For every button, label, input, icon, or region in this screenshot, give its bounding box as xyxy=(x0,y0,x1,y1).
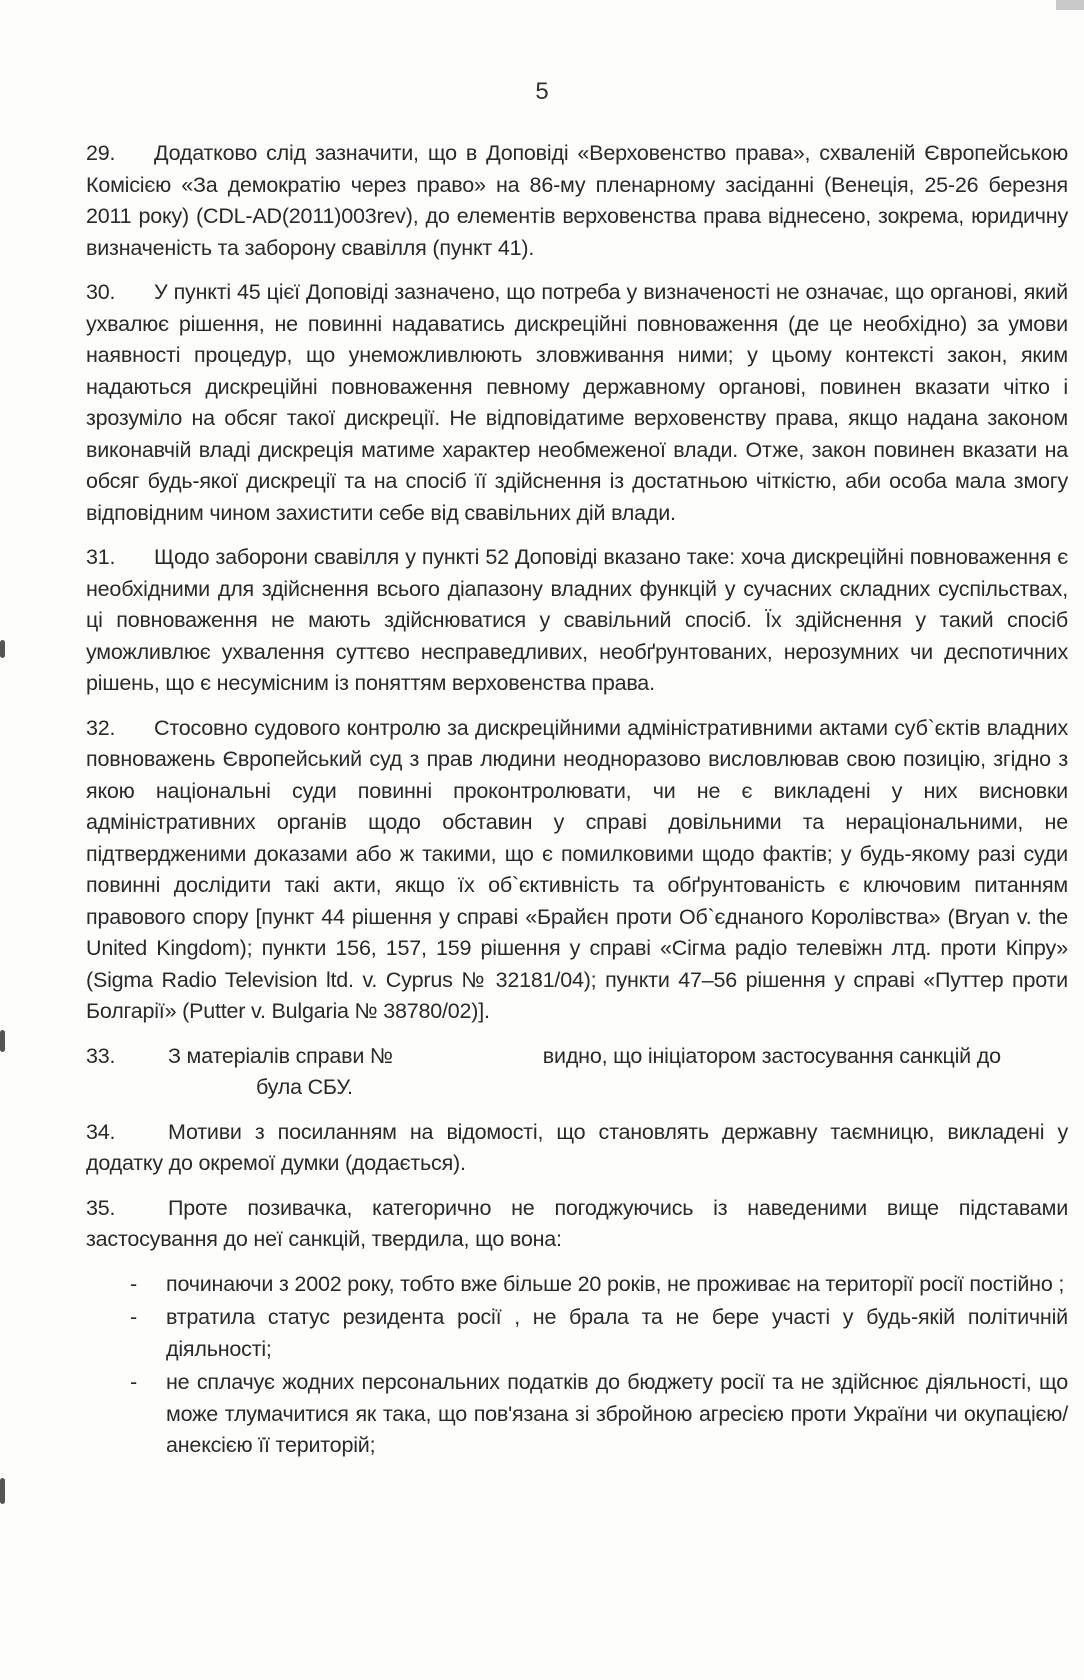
paragraph-34 xyxy=(86,1117,1068,1180)
scan-corner-artifact xyxy=(1056,0,1084,10)
paragraph-number: 29. xyxy=(86,141,116,165)
paragraph-number: 32. xyxy=(86,715,116,740)
paragraph-31 xyxy=(86,542,1068,700)
paragraph-33 xyxy=(86,1041,1068,1104)
list-item xyxy=(86,1302,1068,1365)
paragraph-text-line2: була СБУ. xyxy=(256,1075,353,1099)
bullet-dash: - xyxy=(130,1271,137,1296)
bullet-list xyxy=(86,1269,1068,1462)
paragraph-text: Мотиви з посиланням на відомості, що становлять державну таємницю, викладені у додатку до окремої думки (додається). xyxy=(86,1119,1068,1175)
paragraph-text: Додатково слід зазначити, що в Доповіді «Верховенство права», схваленій Європейською Комісією «За демократію через право» на 86-му пленарному засіданні (Венеція, 25-26 березня 2011 року) (CDL-AD(2011)003rev), до елементів верховенства права віднесено, зокрема, юридичну визначеність та заборону свавілля (пункт 41). xyxy=(86,141,1068,260)
paragraph-35 xyxy=(86,1193,1068,1256)
paragraph-number: 34. xyxy=(86,1119,116,1144)
paragraph-number: 30. xyxy=(86,280,116,304)
page-number: 5 xyxy=(535,78,549,105)
paragraph-number: 33. xyxy=(86,1043,116,1068)
paragraph-number: 31. xyxy=(86,545,116,569)
list-item xyxy=(86,1367,1068,1462)
paragraph-number: 35. xyxy=(86,1195,116,1220)
list-item xyxy=(86,1269,1068,1301)
list-item-text: не сплачує жодних персональних податків до бюджету росії та не здійснює діяльності, що може тлумачитися як така, що пов'язана зі збройною агресією проти України чи окупацією/анексією її територій; xyxy=(166,1370,1068,1457)
paragraph-text: Щодо заборони свавілля у пункті 52 Доповіді вказано таке: хоча дискреційні повноваження є необхідними для здійснення всього діапазону владних функцій у сучасних складних суспільствах, ці повноваження не мають здійснюватися у свавільний спосіб. Їх здійснення у такий спосіб уможливлює ухвалення суттєво несправедливих, необґрунтованих, нерозумних чи деспотичних рішень, що є несумісним із поняттям верховенства права. xyxy=(86,545,1068,695)
list-item-text: починаючи з 2002 року, тобто вже більше 20 років, не проживає на території росії постійно ; xyxy=(166,1271,1065,1296)
binder-mark xyxy=(0,1030,5,1052)
binder-mark xyxy=(0,1478,5,1504)
paragraph-32 xyxy=(86,713,1068,1028)
binder-mark xyxy=(0,640,5,658)
paragraph-text: У пункті 45 цієї Доповіді зазначено, що потреба у визначеності не означає, що органові, який ухвалює рішення, не повинні надаватись дискреційні повноваження (де це необхідно) за умови наявності процедур, що унеможливлюють зловживання ними; у цьому контексті закон, яким надаються дискреційні повноваження певному державному органові, повинен вказати чітко і зрозуміло на обсяг такої дискреції. Не відповідатиме верховенству права, якщо надана законом виконавчій владі дискреція матиме характер необмеженої влади. Отже, закон повинен вказати на обсяг будь-якої дискреції та на спосіб її здійснення із достатньою чіткістю, аби особа мала змогу відповідним чином захистити себе від свавільних дій влади. xyxy=(86,280,1068,525)
paragraph-text: Проте позивачка, категорично не погоджуючись із наведеними вище підставами застосування до неї санкцій, твердила, що вона: xyxy=(86,1195,1068,1251)
paragraph-text: Стосовно судового контролю за дискреційними адміністративними актами суб`єктів владних повноважень Європейський суд з прав людини неодноразово висловлював свою позицію, згідно з якою національні суди повинні проконтролювати, чи не є викладені у них висновки адміністративних органів щодо обставин у справі довільними та нераціональними, не підтвердженими доказами або ж такими, що є помилковими щодо фактів; у будь-якому разі суди повинні дослідити такі акти, якщо їх об`єктивність та обґрунтованість є ключовим питанням правового спору [пункт 44 рішення у справі «Брайєн проти Об`єднаного Королівства» (Bryan v. the United Kingdom); пункти 156, 157, 159 рішення у справі «Сігма радіо телевіжн лтд. проти Кіпру» (Sigma Radio Television ltd. v. Cyprus № 32181/04); пункти 47–56 рішення у справі «Путтер проти Болгарії» (Putter v. Bulgaria № 38780/02)]. xyxy=(86,715,1068,1023)
paragraph-30 xyxy=(86,277,1068,529)
document-body xyxy=(86,138,1068,1464)
list-item-text: втратила статус резидента росії , не брала та не бере участі у будь-якій політичній діяльності; xyxy=(166,1305,1068,1361)
paragraph-text-after-redaction: видно, що ініціатором застосування санкцій до xyxy=(542,1043,1001,1068)
paragraph-29 xyxy=(86,138,1068,264)
bullet-dash: - xyxy=(130,1305,137,1329)
paragraph-text-before-redaction: З матеріалів справи № xyxy=(168,1043,393,1068)
bullet-dash: - xyxy=(130,1370,137,1394)
